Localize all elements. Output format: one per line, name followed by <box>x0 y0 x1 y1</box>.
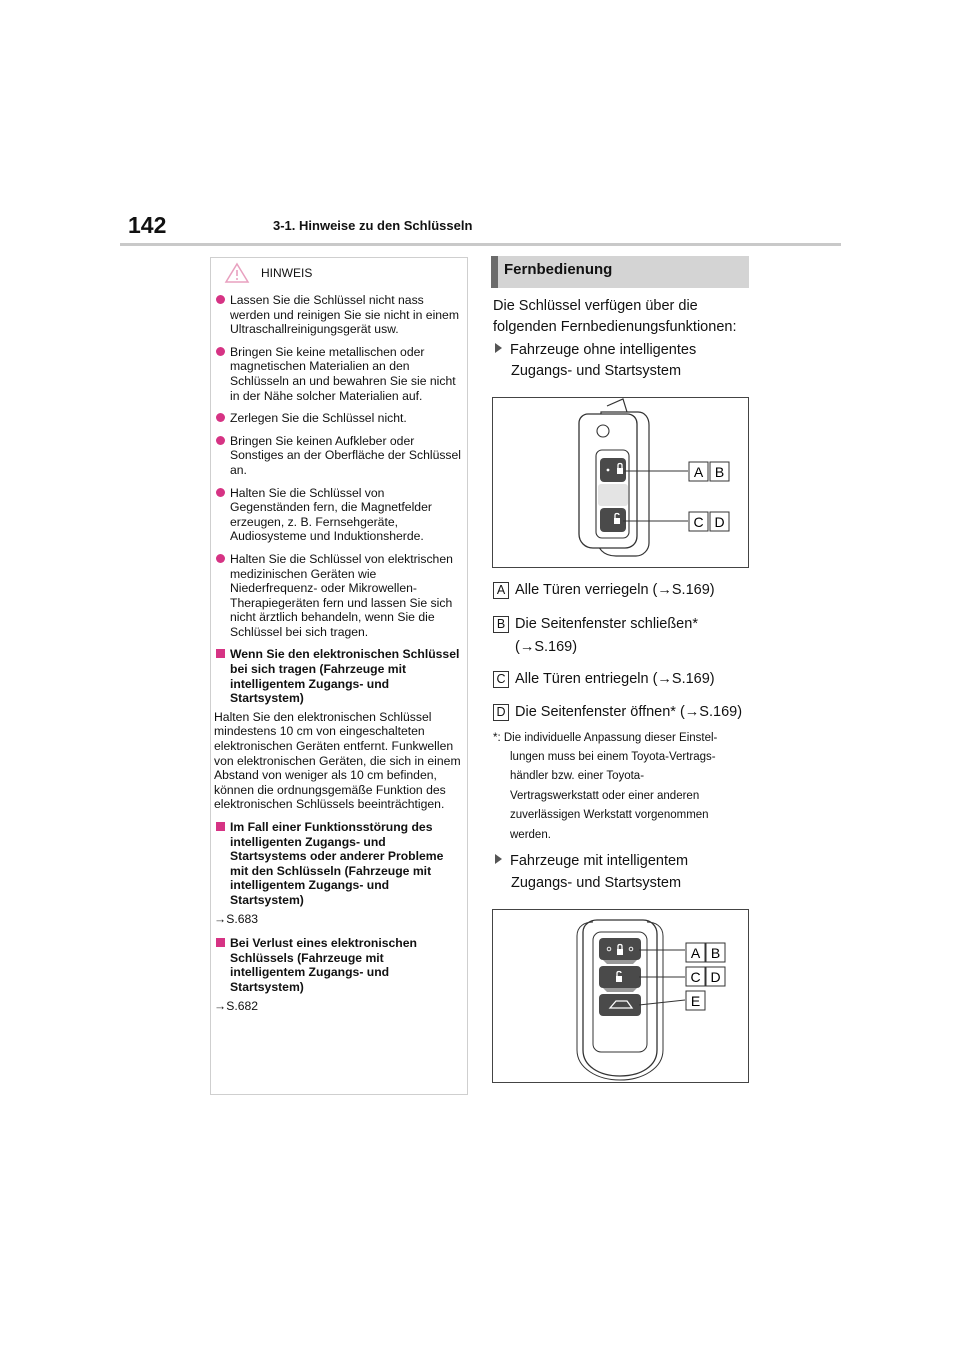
smart-key-illustration <box>493 910 748 1082</box>
figure-label: D <box>714 514 725 530</box>
figure-label: E <box>690 993 701 1009</box>
notice-bullet <box>214 411 462 426</box>
footnote-line: lungen muss bei einem Toyota-Vertrags- <box>510 751 716 763</box>
footnote <box>493 729 755 749</box>
function-item-b <box>493 614 698 634</box>
notice-bullet-text: Bringen Sie keinen Aufkleber oder Sonstiges an der Oberfläche der Schlüssel an. <box>230 433 462 477</box>
variant-heading-cont: Zugangs- und Startsystem <box>511 363 682 379</box>
arrow-icon <box>495 854 502 864</box>
figure-label: B <box>710 945 721 961</box>
notice-bullet-text: Lassen Sie die Schlüssel nicht nass werden und reinigen Sie sie nicht in einem Ultraschallreinigungsgerät usw. <box>230 293 459 337</box>
footnote-mark: *: <box>493 732 501 744</box>
variant-heading-text: Fahrzeuge ohne intelligentes <box>510 342 697 358</box>
notice-subheading-text: Im Fall einer Funktionsstörung des intelligenten Zugangs- und Startsystems oder anderer Probleme mit den Schlüsseln (Fahrzeuge mit intelligentem Zugangs- und Startsystem) <box>230 820 444 907</box>
letter-badge: D <box>493 704 509 721</box>
function-item-b-ref: (→S.169) <box>515 639 578 655</box>
variant-heading-text: Fahrzeuge mit intelligentem <box>510 853 689 869</box>
section-heading: Fernbedienung <box>504 261 613 278</box>
flip-key-illustration <box>493 398 748 567</box>
footnote-line: Die individuelle Anpassung dieser Einstel- <box>503 732 718 744</box>
footnote-line: Vertragswerkstatt oder einer anderen <box>510 790 700 802</box>
letter-badge: B <box>493 616 509 633</box>
figure-label: A <box>690 945 701 961</box>
arrow-icon <box>495 343 502 353</box>
notice-subheading-text: Wenn Sie den elektronischen Schlüssel bei sich tragen (Fahrzeuge mit intelligentem Zugangs- und Startsystem) <box>230 647 460 706</box>
notice-bullet <box>214 293 462 337</box>
figure-label: C <box>693 514 704 530</box>
figure-label: B <box>714 464 725 480</box>
function-item-a <box>493 580 715 600</box>
variant-heading <box>495 340 696 361</box>
figure-flip-key <box>492 397 749 568</box>
letter-badge: A <box>493 582 509 599</box>
section-title: 3-1. Hinweise zu den Schlüsseln <box>273 218 473 233</box>
figure-smart-key <box>492 909 749 1083</box>
notice-subheading <box>214 647 462 705</box>
footnote-line: händler bzw. einer Toyota- <box>510 770 645 782</box>
notice-paragraph: Halten Sie den elektronischen Schlüssel mindestens 10 cm von eingeschalteten elektronischen Geräten entfernt. Funkwellen von elektronischen Geräten, die sich in einem Abstand von weniger als 10 cm befinden, können die ordnungsgemäße Funktion des elektronischen Schlüssels beeinträchtigen. <box>214 709 461 812</box>
intro-text: Die Schlüssel verfügen über die folgenden Fernbedienungsfunktionen: <box>493 298 737 335</box>
notice-bullet <box>214 434 462 478</box>
warning-icon <box>224 262 250 289</box>
function-item-c <box>493 669 715 689</box>
page-number: 142 <box>128 212 167 238</box>
figure-label: D <box>710 969 721 985</box>
function-item-text: Alle Türen verriegeln (→S.169) <box>515 582 715 598</box>
footnote-line: zuverlässigen Werkstatt vorgenommen <box>510 809 709 821</box>
header-divider <box>120 243 841 246</box>
notice-bullet-text: Halten Sie die Schlüssel von Gegenständen fern, die Magnetfelder erzeugen, z. B. Fernsehgeräte, Audiosysteme und Induktionsherde. <box>230 485 432 544</box>
variant-heading <box>495 851 688 872</box>
footnote-line: werden. <box>510 829 551 841</box>
variant-heading-cont: Zugangs- und Startsystem <box>511 875 682 891</box>
letter-badge: C <box>493 671 509 688</box>
function-item-text: Alle Türen entriegeln (→S.169) <box>515 671 715 687</box>
function-item-text: Die Seitenfenster öffnen* (→S.169) <box>515 704 743 720</box>
figure-label: C <box>690 969 701 985</box>
notice-bullet <box>214 345 462 403</box>
page-reference: →S.683 <box>214 911 259 926</box>
heading-accent <box>491 256 498 288</box>
notice-content <box>214 293 462 1023</box>
page-reference: →S.682 <box>214 998 259 1013</box>
notice-subheading <box>214 820 462 908</box>
notice-subheading-text: Bei Verlust eines elektronischen Schlüssels (Fahrzeuge mit intelligentem Zugangs- und Startsystem) <box>230 936 417 994</box>
notice-bullet <box>214 486 462 544</box>
notice-bullet-text: Bringen Sie keine metallischen oder magnetischen Materialien an den Schlüsseln an und bewahren Sie sie nicht in der Nähe solcher Materialien auf. <box>230 344 456 403</box>
figure-label: A <box>693 464 704 480</box>
function-item-d <box>493 702 742 722</box>
notice-bullet-text: Halten Sie die Schlüssel von elektrischen medizinischen Geräten wie Niederfrequenz- oder Mikrowellen-Therapiegeräten fern und lassen Sie sich nicht ärztlich behandeln, wenn Sie die Schlüssel bei sich tragen. <box>230 551 453 639</box>
notice-bullet <box>214 552 462 640</box>
function-item-text: Die Seitenfenster schließen* <box>515 616 698 632</box>
notice-title: HINWEIS <box>261 266 313 280</box>
notice-subheading <box>214 936 462 994</box>
notice-bullet-text: Zerlegen Sie die Schlüssel nicht. <box>230 411 407 426</box>
